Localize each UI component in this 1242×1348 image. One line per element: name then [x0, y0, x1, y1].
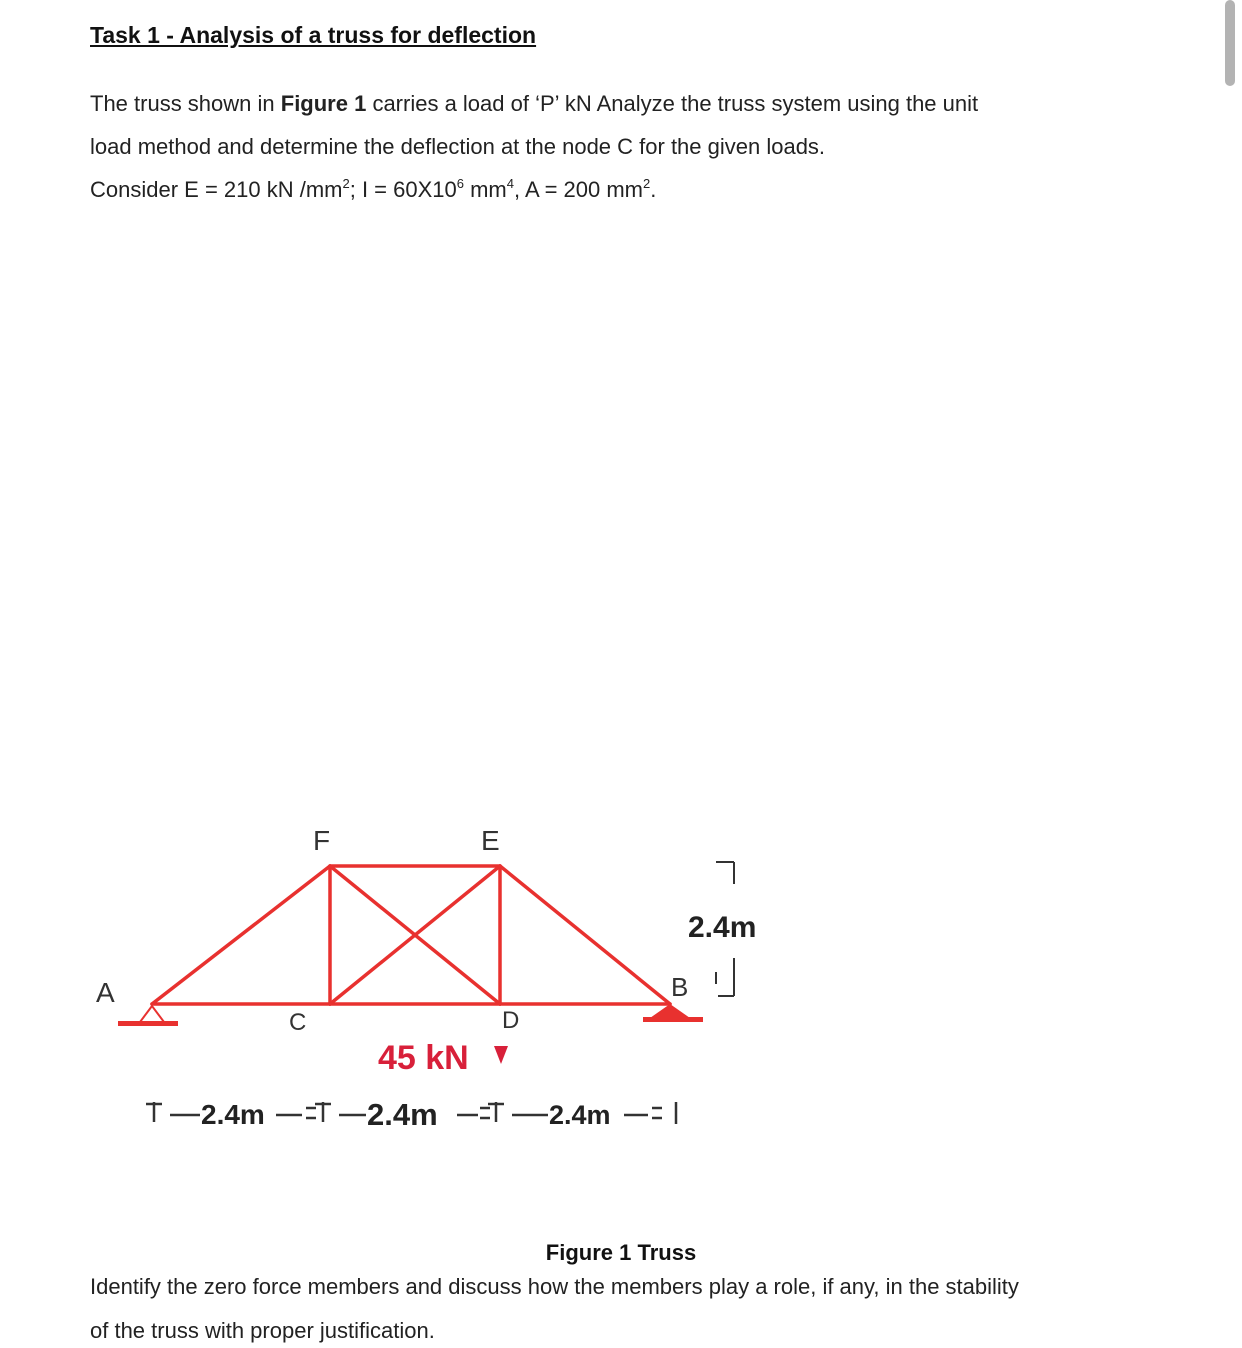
figure-caption: Figure 1 Truss [545, 1240, 697, 1265]
support-a [118, 1006, 178, 1026]
figure-reference: Figure 1 [280, 91, 367, 116]
member-eb [500, 866, 670, 1004]
node-label-f: F [313, 825, 331, 856]
load-arrow [494, 1046, 508, 1064]
intro-line-1: The truss shown in Figure 1 carries a load of ‘P’ kN Analyze the truss system using the unit [90, 91, 979, 116]
span-label-1: 2.4m [201, 1099, 265, 1130]
truss-members [152, 866, 670, 1004]
node-label-d: D [502, 1007, 520, 1034]
height-label: 2.4m [688, 911, 757, 944]
span-label-2: 2.4m [367, 1097, 438, 1132]
question-line-2: of the truss with proper justification. [90, 1318, 435, 1343]
load-label: 45 kN [378, 1039, 469, 1077]
material-properties: Consider E = 210 kN $/mm^2$; $I = 60X10^6$ $mm^4$, A = 200 $mm^2$. [90, 176, 657, 202]
question-line-1: Identify the zero force members and discuss how the members play a role, if any, in the stability [90, 1274, 1019, 1299]
node-label-c: C [289, 1009, 307, 1036]
node-label-b: B [671, 972, 689, 1002]
support-b [643, 1004, 703, 1022]
task-title: Task 1 - Analysis of a truss for deflection [90, 22, 537, 48]
span-label-3: 2.4m [549, 1100, 611, 1130]
node-label-e: E [481, 825, 500, 856]
node-label-a: A [96, 977, 115, 1008]
intro-line-2: load method and determine the deflection at the node C for the given loads. [90, 134, 826, 159]
member-af [152, 866, 330, 1004]
